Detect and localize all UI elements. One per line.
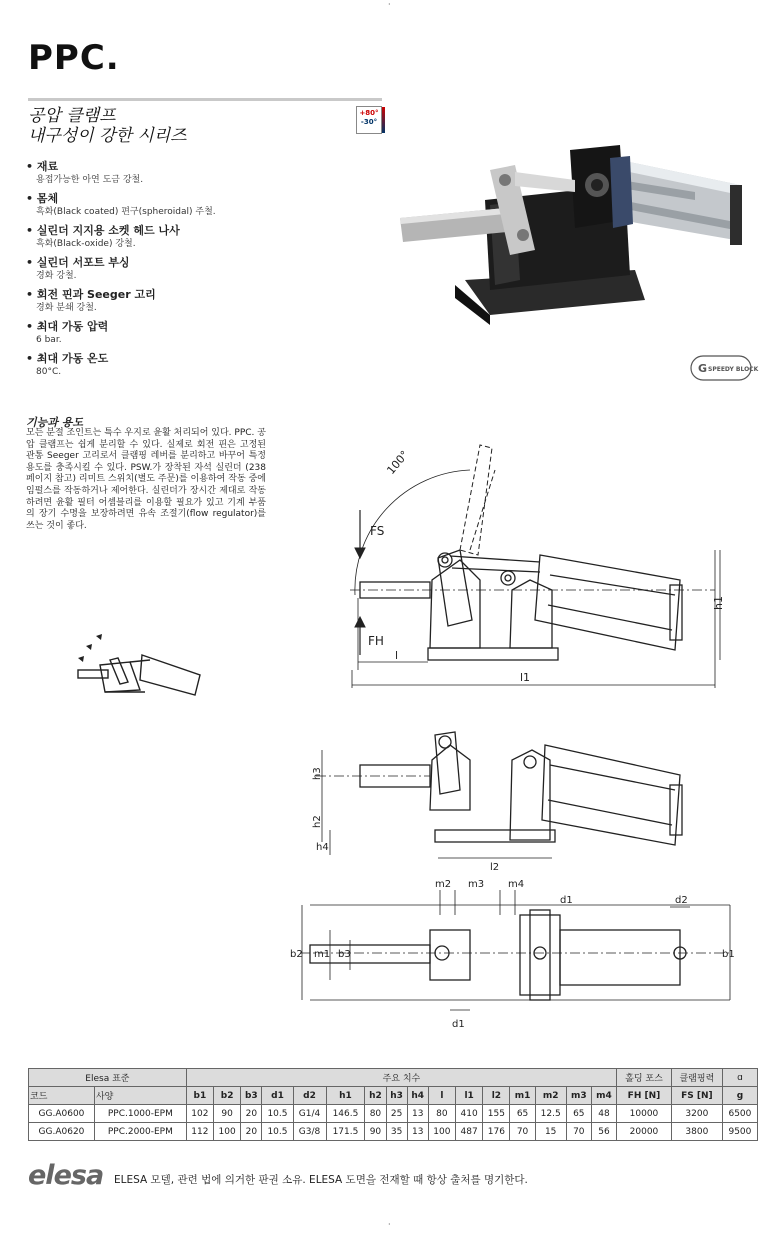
- col-dim: h2: [365, 1087, 386, 1105]
- label-d1-bottom: d1: [452, 1019, 465, 1030]
- cell-dim: 80: [428, 1105, 455, 1123]
- clamp-action-sketch: [70, 620, 220, 710]
- speedy-block-logo: [690, 355, 759, 381]
- group-fh: 홀딩 포스: [617, 1069, 672, 1087]
- front-view-drawing: [310, 730, 700, 880]
- label-angle: 100°: [384, 448, 412, 477]
- col-dim: d1: [262, 1087, 293, 1105]
- cell-dim: 112: [186, 1123, 213, 1141]
- spec-heading: • 최대 가동 온도: [26, 352, 306, 366]
- table-group-header: [29, 1069, 758, 1087]
- cell-code: GG.A0600: [29, 1105, 95, 1123]
- copyright-notice: ELESA 모델, 관련 법에 의거한 판권 소유. ELESA 도면을 전재할 때 항상 출처를 명기한다.: [114, 1174, 528, 1186]
- label-h1: h1: [712, 596, 725, 610]
- spec-value: 경화 분쇄 강철.: [36, 303, 97, 313]
- thermometer-icon: [382, 107, 385, 133]
- label-h2: h2: [312, 815, 323, 828]
- spec-item: [26, 256, 306, 282]
- col-dim: l1: [456, 1087, 483, 1105]
- spec-value: 80°C.: [36, 367, 62, 377]
- cell-dim: 90: [214, 1105, 241, 1123]
- spec-list: [26, 160, 306, 384]
- spec-item: [26, 160, 306, 186]
- label-m1: m1: [314, 949, 331, 960]
- cell-dim: 65: [510, 1105, 535, 1123]
- label-m4: m4: [508, 879, 525, 890]
- spec-item: [26, 320, 306, 346]
- elesa-logo: elesa: [28, 1160, 104, 1191]
- cell-dim: 13: [407, 1123, 428, 1141]
- label-l1: l1: [520, 671, 531, 684]
- top-mark: ·: [388, 0, 391, 9]
- cell-dim: 70: [566, 1123, 591, 1141]
- temp-min: -30°: [360, 118, 378, 126]
- cell-dim: 10.5: [262, 1123, 293, 1141]
- cell-dim: 176: [483, 1123, 510, 1141]
- cell-dim: 65: [566, 1105, 591, 1123]
- table-row: [29, 1105, 758, 1123]
- col-code: 코드: [29, 1087, 95, 1105]
- col-dim: m2: [535, 1087, 566, 1105]
- col-dim: d2: [293, 1087, 326, 1105]
- title-rule: [28, 98, 382, 101]
- col-weight: g: [722, 1087, 757, 1105]
- side-view-drawing: [320, 430, 730, 690]
- col-dim: h1: [326, 1087, 365, 1105]
- spec-heading: • 몸체: [26, 192, 306, 206]
- spec-item: [26, 224, 306, 250]
- cell-dim: G3/8: [293, 1123, 326, 1141]
- speedy-label: SPEEDY BLOCK: [708, 366, 759, 373]
- page-title: PPC.: [28, 38, 120, 78]
- spec-heading: • 재료: [26, 160, 306, 174]
- group-fs: 클램핑력: [671, 1069, 722, 1087]
- cell-dim: 56: [591, 1123, 616, 1141]
- label-h3: h3: [312, 767, 323, 780]
- label-l2: l2: [490, 862, 500, 873]
- label-b1: b1: [722, 949, 735, 960]
- cell-dim: 410: [456, 1105, 483, 1123]
- cell-desc: PPC.2000-EPM: [94, 1123, 186, 1141]
- label-b3: b3: [338, 949, 351, 960]
- cell-fs: 3800: [671, 1123, 722, 1141]
- cell-dim: 35: [386, 1123, 407, 1141]
- label-l: l: [395, 649, 399, 662]
- spec-heading: • 실린더 지지용 소켓 헤드 나사: [26, 224, 306, 238]
- col-desc: 사양: [94, 1087, 186, 1105]
- spec-heading: • 최대 가동 압력: [26, 320, 306, 334]
- temp-max: +80°: [359, 109, 379, 117]
- label-h4: h4: [316, 842, 329, 853]
- col-dim: m3: [566, 1087, 591, 1105]
- spec-value: 경화 강철.: [36, 271, 77, 281]
- cell-dim: 70: [510, 1123, 535, 1141]
- col-dim: h3: [386, 1087, 407, 1105]
- cell-dim: 487: [456, 1123, 483, 1141]
- cell-dim: 80: [365, 1105, 386, 1123]
- bottom-mark: ·: [388, 1220, 391, 1229]
- subtitle-line-1: 공압 클램프: [28, 106, 116, 126]
- cell-dim: G1/4: [293, 1105, 326, 1123]
- spec-value: 용접가능한 아연 도금 강철.: [36, 175, 144, 185]
- col-dim: m1: [510, 1087, 535, 1105]
- function-text: 모든 분절 조인트는 특수 우지로 윤활 처리되어 있다. PPC. 공압 클램프는 쉽게 분리할 수 있다. 실제로 회전 핀은 고정된 관통 Seeger 고리로서 클램핑 레버를 분리하고 바꾸어 특정 용도를 충족시킬 수 있다. PSW.가 장착된 자석 실린더 (238 페이지 참고) 리미트 스위치(별도 주문)를 이용하여 작동 중에 임펄스를 작동하거나 제어한다. 실린더가 장시간 제대로 작동하려면 윤활 필터 어셈블리를 이용할 필요가 있고 기계 부품의 장기 수명을 보장하려면 유속 조절기(flow regulator)를 쓰는 것이 좋다.: [26, 428, 266, 531]
- cell-fh: 20000: [617, 1123, 672, 1141]
- col-dim: l: [428, 1087, 455, 1105]
- col-dim: b1: [186, 1087, 213, 1105]
- cell-dim: 100: [214, 1123, 241, 1141]
- subtitle-line-2: 내구성이 강한 시리즈: [28, 126, 187, 146]
- label-fs: FS: [370, 524, 385, 538]
- col-dim: b3: [241, 1087, 262, 1105]
- label-m3: m3: [468, 879, 485, 890]
- product-photo: [395, 140, 755, 390]
- col-dim: l2: [483, 1087, 510, 1105]
- col-fs: FS [N]: [671, 1087, 722, 1105]
- specification-table: [28, 1068, 758, 1141]
- cell-dim: 171.5: [326, 1123, 365, 1141]
- group-weight: ɑ: [722, 1069, 757, 1087]
- group-dims: 주요 치수: [186, 1069, 616, 1087]
- cell-dim: 155: [483, 1105, 510, 1123]
- spec-heading: • 회전 핀과 Seeger 고리: [26, 288, 306, 302]
- spec-item: [26, 352, 306, 378]
- cell-fh: 10000: [617, 1105, 672, 1123]
- cell-dim: 20: [241, 1105, 262, 1123]
- table-row: [29, 1123, 758, 1141]
- spec-item: [26, 288, 306, 314]
- temperature-badge: [356, 106, 382, 134]
- cell-dim: 15: [535, 1123, 566, 1141]
- label-m2: m2: [435, 879, 452, 890]
- cell-weight: 6500: [722, 1105, 757, 1123]
- svg-text:G: G: [698, 362, 708, 375]
- function-title: 기능과 용도: [26, 416, 83, 429]
- col-dim: m4: [591, 1087, 616, 1105]
- cell-code: GG.A0620: [29, 1123, 95, 1141]
- cell-dim: 25: [386, 1105, 407, 1123]
- product-subtitle: [28, 106, 187, 146]
- cell-fs: 3200: [671, 1105, 722, 1123]
- spec-value: 흑화(Black-oxide) 강철.: [36, 239, 136, 249]
- cell-dim: 10.5: [262, 1105, 293, 1123]
- spec-heading: • 실린더 서포트 부싱: [26, 256, 306, 270]
- spec-value: 6 bar.: [36, 335, 62, 345]
- group-elesa: Elesa 표준: [29, 1069, 187, 1087]
- label-b2: b2: [290, 949, 303, 960]
- cell-dim: 12.5: [535, 1105, 566, 1123]
- label-d2: d2: [675, 895, 688, 906]
- cell-dim: 13: [407, 1105, 428, 1123]
- label-fh: FH: [368, 634, 384, 648]
- spec-item: [26, 192, 306, 218]
- top-view-drawing: [290, 875, 740, 1055]
- cell-dim: 146.5: [326, 1105, 365, 1123]
- col-dim: h4: [407, 1087, 428, 1105]
- label-d1-top: d1: [560, 895, 573, 906]
- cell-dim: 20: [241, 1123, 262, 1141]
- col-dim: b2: [214, 1087, 241, 1105]
- table-column-header: [29, 1087, 758, 1105]
- cell-dim: 100: [428, 1123, 455, 1141]
- col-fh: FH [N]: [617, 1087, 672, 1105]
- cell-dim: 90: [365, 1123, 386, 1141]
- cell-dim: 102: [186, 1105, 213, 1123]
- cell-desc: PPC.1000-EPM: [94, 1105, 186, 1123]
- spec-value: 흑화(Black coated) 편구(spheroidal) 주철.: [36, 207, 216, 217]
- cell-weight: 9500: [722, 1123, 757, 1141]
- cell-dim: 48: [591, 1105, 616, 1123]
